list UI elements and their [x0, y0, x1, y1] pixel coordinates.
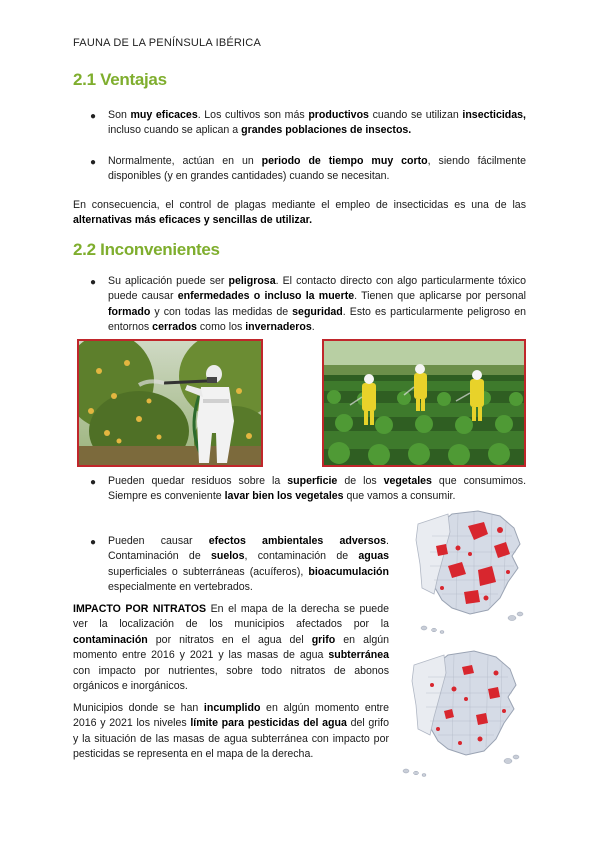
orchard-spraying-image [79, 341, 261, 465]
nitratos-paragraph: IMPACTO POR NITRATOS En el mapa de la derecha se puede ver la localización de los municipios afectados por la contaminación por nitratos en el agua del grifo en algún momento entre 2016 y 2021 y las masas de agua subterránea con impacto por nutrientes, sobre todo nitratos de abonos orgánicos e inorgánicos. [73, 603, 389, 693]
bullet-marker: ● [90, 157, 97, 168]
bullet-marker: ● [90, 477, 97, 488]
photo-field-spraying [322, 339, 526, 467]
map-nitratos-spain [408, 506, 530, 641]
inconvenientes-bullet-1: Su aplicación puede ser peligrosa. El contacto directo con algo particularmente tóxico puede causar enfermedades o incluso la muerte. Tienen que aplicarse por personal formado y con todas las medidas de seguridad. Esto es particularmente peligroso en entornos cerrados como los invernaderos. [108, 275, 526, 334]
ventajas-bullet-2: Normalmente, actúan en un periodo de tiempo muy corto, siendo fácilmente disponibles (y en grandes cantidades) cuando se necesitan. [108, 155, 526, 183]
page-header: FAUNA DE LA PENÍNSULA IBÉRICA [73, 37, 261, 49]
ventajas-conclusion: En consecuencia, el control de plagas mediante el empleo de insecticidas es una de las alternativas más eficaces y sencillas de utilizar. [73, 199, 526, 227]
ventajas-bullet-1: Son muy eficaces. Los cultivos son más productivos cuando se utilizan insecticidas, incluso cuando se aplican a grandes poblaciones de insectos. [108, 109, 526, 137]
bullet-marker: ● [90, 111, 97, 122]
section-title-inconvenientes: 2.2 Inconvenientes [73, 240, 220, 259]
bullet-marker: ● [90, 277, 97, 288]
photo-orchard-spraying [77, 339, 263, 467]
field-spraying-image [324, 341, 524, 465]
bullet-marker: ● [90, 537, 97, 548]
pesticidas-paragraph: Municipios donde se han incumplido en algún momento entre 2016 y 2021 los niveles límite para pesticidas del agua del grifo y la situación de las masas de agua subterránea con impacto por pesticidas se representa en el mapa de la derecha. [73, 702, 389, 761]
nitrate-map-image [408, 506, 530, 641]
inconvenientes-bullet-3: Pueden causar efectos ambientales adversos. Contaminación de suelos, contaminación de aguas superficiales o subterráneas (acuíferos), bioacumulación especialmente en vertebrados. [108, 535, 389, 594]
section-title-ventajas: 2.1 Ventajas [73, 70, 167, 89]
map-pesticidas-spain [392, 645, 530, 783]
pesticide-map-image [392, 645, 530, 783]
inconvenientes-bullet-2: Pueden quedar residuos sobre la superficie de los vegetales que consumimos. Siempre es conveniente lavar bien los vegetales que vamos a consumir. [108, 475, 527, 503]
